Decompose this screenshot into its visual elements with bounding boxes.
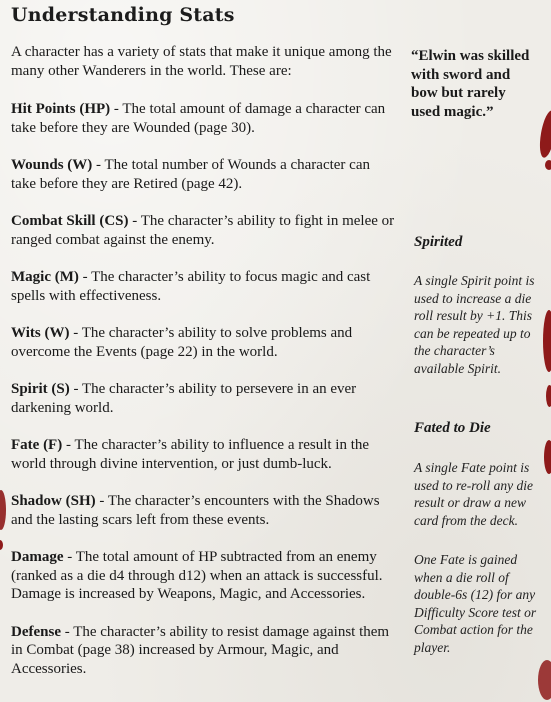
stat-spirit (11, 380, 396, 417)
stat-magic (11, 268, 396, 305)
stat-fate (11, 436, 396, 473)
stat-damage (11, 548, 396, 604)
stat-term: Shadow (SH) (11, 493, 96, 509)
stat-term: Spirit (S) (11, 381, 70, 397)
stat-description: - The character’s ability to resist damage against them in Combat (page 38) increased by Armour, Magic, and Accessories. (11, 623, 390, 677)
stat-description: - The total amount of damage a character can take before they are Wounded (page 30). (11, 101, 386, 136)
stat-wits (11, 324, 396, 361)
spirited-title: Spirited (414, 234, 463, 250)
stat-term: Hit Points (HP) (11, 101, 111, 117)
stat-term: Magic (M) (11, 269, 79, 285)
stat-shadow (11, 492, 396, 529)
stat-description: - The total amount of HP subtracted from an enemy (ranked as a die d4 through d12) when an attack is successful. Damage is increased by Weapons, Magic, and Accessories. (11, 549, 383, 602)
stat-term: Fate (F) (11, 437, 63, 453)
stat-description: - The character’s ability to influence a result in the world through divine intervention, or just dumb-luck. (11, 437, 370, 472)
spirited-text: A single Spirit point is used to increase a die roll result by +1. This can be repeated up to the character’s available Spirit. (414, 273, 535, 376)
stat-combat-skill (11, 212, 396, 249)
stat-description: - The total number of Wounds a character can take before they are Retired (page 42). (11, 157, 370, 192)
stat-term: Defense (11, 623, 61, 640)
stat-description: - The character’s ability to solve problems and overcome the Events (page 22) in the world. (11, 325, 353, 360)
stat-term: Wits (W) (11, 325, 70, 341)
stat-description: - The character’s ability to fight in melee or ranged combat against the enemy. (11, 213, 395, 248)
fated-title: Fated to Die (414, 420, 491, 436)
stat-description: - The character’s ability to focus magic and cast spells with effectiveness. (11, 269, 371, 304)
main-column (11, 43, 396, 697)
section-heading: Understanding Stats (11, 4, 235, 26)
fated-text-gain: One Fate is gained when a die roll of double-6s (12) for any Difficulty Score test or Combat action for the player. (414, 552, 537, 655)
fated-text-draw: A single Fate point is used to re-roll any die result or draw a new card from the deck. (414, 460, 533, 528)
stat-term: Combat Skill (CS) (11, 213, 129, 229)
stat-hit-points (11, 100, 396, 137)
stat-wounds (11, 156, 396, 193)
stat-description: - The character’s encounters with the Shadows and the lasting scars left from these events. (11, 493, 380, 528)
stat-term: Wounds (W) (11, 157, 93, 173)
intro-paragraph: A character has a variety of stats that make it unique among the many other Wanderers in the world. These are: (11, 44, 392, 79)
stat-defense (11, 623, 396, 679)
flavor-quote: “Elwin was skilled with sword and bow but rarely used magic.” (411, 48, 530, 120)
stat-term: Damage (11, 549, 64, 565)
stat-description: - The character’s ability to persevere in an ever darkening world. (11, 381, 357, 416)
